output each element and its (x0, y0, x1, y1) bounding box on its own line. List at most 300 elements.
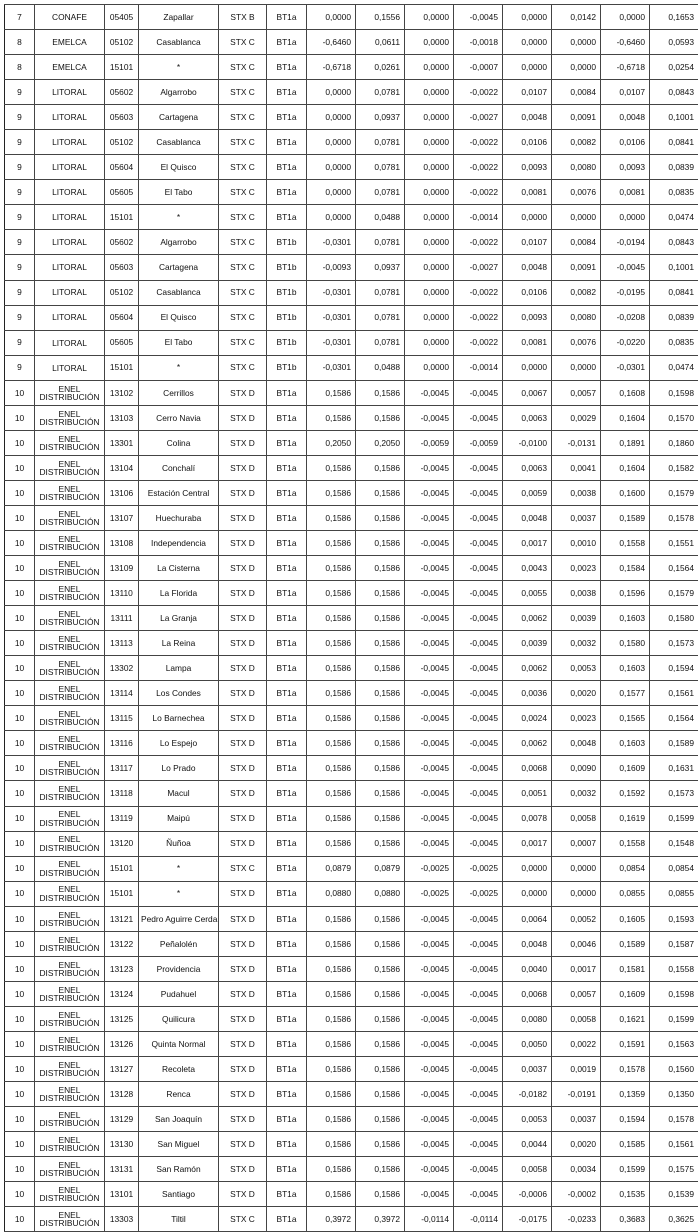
value-cell-2: 0,1586 (356, 806, 405, 831)
tariff-cell: BT1a (267, 30, 307, 55)
value-cell-7: 0,1558 (601, 530, 650, 555)
commune-code-cell: 15101 (105, 355, 139, 380)
commune-cell: Cerro Navia (139, 405, 219, 430)
value-cell-7: -0,0301 (601, 355, 650, 380)
company-cell: ENEL DISTRIBUCIÓN (35, 806, 105, 831)
value-cell-2: 0,1586 (356, 931, 405, 956)
value-cell-6: 0,0020 (552, 681, 601, 706)
value-cell-2: 0,0781 (356, 230, 405, 255)
sector-cell: STX C (219, 255, 267, 280)
group-cell: 10 (5, 581, 35, 606)
company-cell: CONAFE (35, 5, 105, 30)
value-cell-6: 0,0039 (552, 606, 601, 631)
value-cell-1: -0,0093 (307, 255, 356, 280)
value-cell-3: 0,0000 (405, 105, 454, 130)
company-cell: ENEL DISTRIBUCIÓN (35, 1082, 105, 1107)
value-cell-1: 0,1586 (307, 906, 356, 931)
commune-cell: Estación Central (139, 480, 219, 505)
sector-cell: STX C (219, 230, 267, 255)
commune-cell: El Quisco (139, 155, 219, 180)
company-cell: ENEL DISTRIBUCIÓN (35, 681, 105, 706)
value-cell-3: -0,0045 (405, 1031, 454, 1056)
value-cell-5: 0,0000 (503, 881, 552, 906)
tariff-cell: BT1a (267, 1006, 307, 1031)
value-cell-3: -0,0045 (405, 956, 454, 981)
value-cell-4: -0,0045 (454, 455, 503, 480)
value-cell-7: -0,6718 (601, 55, 650, 80)
table-row (5, 756, 698, 781)
value-cell-7: 0,1599 (601, 1157, 650, 1182)
group-cell: 10 (5, 556, 35, 581)
value-cell-8: 0,1539 (650, 1182, 698, 1207)
tariff-cell: BT1a (267, 556, 307, 581)
value-cell-7: 0,1604 (601, 405, 650, 430)
commune-code-cell: 13303 (105, 1207, 139, 1232)
group-cell: 10 (5, 656, 35, 681)
commune-code-cell: 15101 (105, 205, 139, 230)
group-cell: 10 (5, 430, 35, 455)
company-cell: LITORAL (35, 355, 105, 380)
value-cell-8: 0,1582 (650, 455, 698, 480)
commune-code-cell: 13111 (105, 606, 139, 631)
value-cell-4: -0,0014 (454, 355, 503, 380)
commune-code-cell: 13123 (105, 956, 139, 981)
value-cell-3: -0,0045 (405, 681, 454, 706)
commune-cell: Huechuraba (139, 505, 219, 530)
value-cell-5: 0,0080 (503, 1006, 552, 1031)
value-cell-4: -0,0022 (454, 280, 503, 305)
value-cell-6: 0,0023 (552, 556, 601, 581)
value-cell-7: 0,1619 (601, 806, 650, 831)
commune-cell: Pedro Aguirre Cerda (139, 906, 219, 931)
tariff-cell: BT1a (267, 380, 307, 405)
value-cell-3: -0,0045 (405, 480, 454, 505)
commune-code-cell: 13107 (105, 505, 139, 530)
tariff-cell: BT1b (267, 330, 307, 355)
value-cell-2: 0,1586 (356, 681, 405, 706)
value-cell-4: -0,0018 (454, 30, 503, 55)
commune-code-cell: 13114 (105, 681, 139, 706)
value-cell-4: -0,0025 (454, 881, 503, 906)
value-cell-7: 0,1591 (601, 1031, 650, 1056)
value-cell-8: 0,1598 (650, 981, 698, 1006)
table-row (5, 956, 698, 981)
table-row (5, 1006, 698, 1031)
value-cell-1: 0,0000 (307, 130, 356, 155)
value-cell-4: -0,0045 (454, 956, 503, 981)
sector-cell: STX D (219, 706, 267, 731)
value-cell-1: 0,0000 (307, 5, 356, 30)
tariff-cell: BT1a (267, 1207, 307, 1232)
value-cell-8: 0,1548 (650, 831, 698, 856)
value-cell-8: 0,1561 (650, 1132, 698, 1157)
company-cell: ENEL DISTRIBUCIÓN (35, 731, 105, 756)
value-cell-6: 0,0048 (552, 731, 601, 756)
value-cell-1: -0,6460 (307, 30, 356, 55)
value-cell-5: 0,0000 (503, 856, 552, 881)
value-cell-4: -0,0045 (454, 380, 503, 405)
sector-cell: STX D (219, 781, 267, 806)
value-cell-7: 0,0106 (601, 130, 650, 155)
value-cell-5: 0,0068 (503, 756, 552, 781)
value-cell-6: 0,0091 (552, 105, 601, 130)
value-cell-6: 0,0076 (552, 330, 601, 355)
commune-cell: Recoleta (139, 1056, 219, 1081)
value-cell-7: 0,0081 (601, 180, 650, 205)
group-cell: 10 (5, 906, 35, 931)
value-cell-2: 0,1586 (356, 405, 405, 430)
value-cell-8: 0,0839 (650, 155, 698, 180)
value-cell-8: 0,1561 (650, 681, 698, 706)
company-cell: LITORAL (35, 105, 105, 130)
value-cell-5: 0,0048 (503, 105, 552, 130)
value-cell-7: 0,1605 (601, 906, 650, 931)
value-cell-4: -0,0045 (454, 731, 503, 756)
value-cell-3: 0,0000 (405, 80, 454, 105)
value-cell-1: 0,1586 (307, 405, 356, 430)
company-cell: LITORAL (35, 80, 105, 105)
value-cell-6: 0,0080 (552, 155, 601, 180)
value-cell-1: 0,1586 (307, 455, 356, 480)
value-cell-4: -0,0045 (454, 1182, 503, 1207)
value-cell-7: 0,1603 (601, 656, 650, 681)
value-cell-4: -0,0045 (454, 631, 503, 656)
table-row (5, 656, 698, 681)
value-cell-8: 0,0593 (650, 30, 698, 55)
commune-code-cell: 13106 (105, 480, 139, 505)
tariff-cell: BT1a (267, 1182, 307, 1207)
value-cell-8: 0,3625 (650, 1207, 698, 1232)
commune-cell: La Cisterna (139, 556, 219, 581)
group-cell: 10 (5, 1157, 35, 1182)
value-cell-6: 0,0082 (552, 130, 601, 155)
value-cell-2: 0,1586 (356, 556, 405, 581)
value-cell-6: 0,0084 (552, 80, 601, 105)
value-cell-4: -0,0022 (454, 330, 503, 355)
value-cell-6: 0,0038 (552, 581, 601, 606)
group-cell: 9 (5, 355, 35, 380)
value-cell-3: 0,0000 (405, 130, 454, 155)
value-cell-6: 0,0084 (552, 230, 601, 255)
value-cell-3: -0,0045 (405, 781, 454, 806)
value-cell-5: 0,0000 (503, 355, 552, 380)
value-cell-2: 0,1586 (356, 906, 405, 931)
tariff-cell: BT1a (267, 80, 307, 105)
value-cell-6: 0,0046 (552, 931, 601, 956)
value-cell-2: 0,0879 (356, 856, 405, 881)
group-cell: 10 (5, 981, 35, 1006)
value-cell-1: 0,0000 (307, 80, 356, 105)
value-cell-8: 0,1599 (650, 1006, 698, 1031)
commune-cell: Tiltil (139, 1207, 219, 1232)
value-cell-6: 0,0010 (552, 530, 601, 555)
value-cell-5: 0,0062 (503, 731, 552, 756)
tariff-cell: BT1a (267, 155, 307, 180)
table-row (5, 480, 698, 505)
value-cell-8: 0,1594 (650, 656, 698, 681)
value-cell-5: 0,0000 (503, 55, 552, 80)
value-cell-4: -0,0014 (454, 205, 503, 230)
value-cell-4: -0,0045 (454, 480, 503, 505)
commune-code-cell: 05604 (105, 305, 139, 330)
value-cell-7: 0,0000 (601, 205, 650, 230)
commune-code-cell: 13126 (105, 1031, 139, 1056)
value-cell-2: 0,0488 (356, 355, 405, 380)
value-cell-8: 0,0254 (650, 55, 698, 80)
value-cell-5: 0,0067 (503, 380, 552, 405)
group-cell: 10 (5, 455, 35, 480)
commune-cell: * (139, 881, 219, 906)
value-cell-8: 0,0835 (650, 180, 698, 205)
value-cell-5: 0,0053 (503, 1107, 552, 1132)
value-cell-6: 0,0034 (552, 1157, 601, 1182)
commune-code-cell: 13120 (105, 831, 139, 856)
value-cell-8: 0,0841 (650, 130, 698, 155)
table-row (5, 681, 698, 706)
commune-cell: * (139, 355, 219, 380)
tariff-cell: BT1a (267, 931, 307, 956)
commune-code-cell: 05603 (105, 105, 139, 130)
value-cell-8: 0,0855 (650, 881, 698, 906)
table-body (5, 5, 698, 1232)
value-cell-3: -0,0045 (405, 931, 454, 956)
sector-cell: STX C (219, 180, 267, 205)
value-cell-3: 0,0000 (405, 155, 454, 180)
value-cell-3: -0,0045 (405, 530, 454, 555)
value-cell-6: 0,0037 (552, 1107, 601, 1132)
sector-cell: STX C (219, 305, 267, 330)
value-cell-7: 0,1558 (601, 831, 650, 856)
company-cell: EMELCA (35, 30, 105, 55)
value-cell-2: 0,0488 (356, 205, 405, 230)
commune-code-cell: 05102 (105, 280, 139, 305)
sector-cell: STX C (219, 355, 267, 380)
value-cell-5: -0,0175 (503, 1207, 552, 1232)
value-cell-3: -0,0045 (405, 556, 454, 581)
value-cell-1: 0,0000 (307, 155, 356, 180)
value-cell-6: -0,0233 (552, 1207, 601, 1232)
value-cell-7: -0,6460 (601, 30, 650, 55)
value-cell-8: 0,1573 (650, 781, 698, 806)
value-cell-7: 0,1603 (601, 731, 650, 756)
value-cell-2: 0,1586 (356, 731, 405, 756)
value-cell-5: 0,0040 (503, 956, 552, 981)
value-cell-4: -0,0045 (454, 831, 503, 856)
value-cell-8: 0,0843 (650, 230, 698, 255)
value-cell-8: 0,1573 (650, 631, 698, 656)
value-cell-7: 0,1359 (601, 1082, 650, 1107)
value-cell-6: 0,0000 (552, 55, 601, 80)
value-cell-7: 0,1577 (601, 681, 650, 706)
company-cell: ENEL DISTRIBUCIÓN (35, 405, 105, 430)
table-row (5, 305, 698, 330)
value-cell-1: 0,1586 (307, 706, 356, 731)
tariff-cell: BT1a (267, 856, 307, 881)
group-cell: 10 (5, 530, 35, 555)
value-cell-1: 0,1586 (307, 731, 356, 756)
company-cell: LITORAL (35, 255, 105, 280)
value-cell-7: 0,0854 (601, 856, 650, 881)
group-cell: 10 (5, 405, 35, 430)
sector-cell: STX C (219, 130, 267, 155)
value-cell-7: -0,0194 (601, 230, 650, 255)
group-cell: 9 (5, 330, 35, 355)
group-cell: 10 (5, 1207, 35, 1232)
company-cell: ENEL DISTRIBUCIÓN (35, 430, 105, 455)
value-cell-1: 0,2050 (307, 430, 356, 455)
sector-cell: STX D (219, 806, 267, 831)
value-cell-3: -0,0045 (405, 1082, 454, 1107)
table-row (5, 831, 698, 856)
value-cell-5: 0,0048 (503, 505, 552, 530)
company-cell: ENEL DISTRIBUCIÓN (35, 881, 105, 906)
table-row (5, 105, 698, 130)
value-cell-3: -0,0045 (405, 906, 454, 931)
company-cell: LITORAL (35, 305, 105, 330)
value-cell-1: 0,1586 (307, 1182, 356, 1207)
group-cell: 10 (5, 1031, 35, 1056)
company-cell: ENEL DISTRIBUCIÓN (35, 1132, 105, 1157)
value-cell-3: 0,0000 (405, 255, 454, 280)
value-cell-6: 0,0037 (552, 505, 601, 530)
value-cell-8: 0,0854 (650, 856, 698, 881)
table-row (5, 556, 698, 581)
value-cell-3: -0,0025 (405, 881, 454, 906)
value-cell-6: 0,0091 (552, 255, 601, 280)
table-row (5, 1157, 698, 1182)
value-cell-6: 0,0032 (552, 631, 601, 656)
value-cell-5: 0,0000 (503, 205, 552, 230)
value-cell-3: -0,0045 (405, 505, 454, 530)
sector-cell: STX D (219, 380, 267, 405)
value-cell-5: 0,0039 (503, 631, 552, 656)
value-cell-3: -0,0045 (405, 1006, 454, 1031)
tariff-cell: BT1a (267, 55, 307, 80)
value-cell-6: 0,0032 (552, 781, 601, 806)
value-cell-7: 0,1594 (601, 1107, 650, 1132)
commune-code-cell: 13128 (105, 1082, 139, 1107)
value-cell-7: -0,0195 (601, 280, 650, 305)
sector-cell: STX C (219, 1207, 267, 1232)
value-cell-7: -0,0208 (601, 305, 650, 330)
value-cell-4: -0,0045 (454, 1157, 503, 1182)
company-cell: ENEL DISTRIBUCIÓN (35, 1006, 105, 1031)
company-cell: ENEL DISTRIBUCIÓN (35, 856, 105, 881)
company-cell: LITORAL (35, 180, 105, 205)
commune-cell: La Florida (139, 581, 219, 606)
company-cell: ENEL DISTRIBUCIÓN (35, 906, 105, 931)
company-cell: ENEL DISTRIBUCIÓN (35, 581, 105, 606)
value-cell-6: 0,0020 (552, 1132, 601, 1157)
tariff-cell: BT1a (267, 881, 307, 906)
value-cell-8: 0,1564 (650, 706, 698, 731)
tariff-cell: BT1a (267, 656, 307, 681)
company-cell: ENEL DISTRIBUCIÓN (35, 756, 105, 781)
value-cell-3: -0,0045 (405, 831, 454, 856)
value-cell-3: -0,0045 (405, 606, 454, 631)
value-cell-5: 0,0062 (503, 656, 552, 681)
tariff-cell: BT1a (267, 906, 307, 931)
value-cell-5: 0,0106 (503, 130, 552, 155)
value-cell-5: 0,0044 (503, 1132, 552, 1157)
value-cell-2: 0,1586 (356, 1182, 405, 1207)
commune-cell: Cerrillos (139, 380, 219, 405)
commune-cell: Quilicura (139, 1006, 219, 1031)
value-cell-6: 0,0023 (552, 706, 601, 731)
sector-cell: STX D (219, 1056, 267, 1081)
group-cell: 9 (5, 180, 35, 205)
value-cell-5: 0,0081 (503, 330, 552, 355)
commune-code-cell: 13131 (105, 1157, 139, 1182)
commune-code-cell: 13104 (105, 455, 139, 480)
tariff-cell: BT1b (267, 355, 307, 380)
group-cell: 9 (5, 205, 35, 230)
value-cell-5: 0,0024 (503, 706, 552, 731)
sector-cell: STX D (219, 1082, 267, 1107)
value-cell-2: 0,0781 (356, 180, 405, 205)
value-cell-1: 0,1586 (307, 631, 356, 656)
value-cell-4: -0,0045 (454, 1107, 503, 1132)
value-cell-6: 0,0000 (552, 30, 601, 55)
commune-cell: Casablanca (139, 30, 219, 55)
value-cell-8: 0,1564 (650, 556, 698, 581)
company-cell: ENEL DISTRIBUCIÓN (35, 556, 105, 581)
company-cell: ENEL DISTRIBUCIÓN (35, 831, 105, 856)
commune-cell: * (139, 205, 219, 230)
table-row (5, 1082, 698, 1107)
commune-code-cell: 05603 (105, 255, 139, 280)
value-cell-8: 0,1560 (650, 1056, 698, 1081)
value-cell-8: 0,1587 (650, 931, 698, 956)
value-cell-4: -0,0045 (454, 1082, 503, 1107)
value-cell-8: 0,1563 (650, 1031, 698, 1056)
tariff-cell: BT1a (267, 455, 307, 480)
tariff-cell: BT1a (267, 480, 307, 505)
value-cell-2: 0,0781 (356, 155, 405, 180)
value-cell-4: -0,0022 (454, 305, 503, 330)
group-cell: 10 (5, 1182, 35, 1207)
value-cell-6: 0,0029 (552, 405, 601, 430)
value-cell-6: 0,0017 (552, 956, 601, 981)
value-cell-2: 0,0880 (356, 881, 405, 906)
group-cell: 10 (5, 681, 35, 706)
value-cell-4: -0,0045 (454, 405, 503, 430)
tariff-cell: BT1a (267, 505, 307, 530)
table-row (5, 455, 698, 480)
group-cell: 9 (5, 105, 35, 130)
value-cell-3: -0,0045 (405, 455, 454, 480)
value-cell-3: 0,0000 (405, 180, 454, 205)
value-cell-4: -0,0022 (454, 155, 503, 180)
value-cell-1: 0,0000 (307, 180, 356, 205)
value-cell-2: 0,1586 (356, 606, 405, 631)
sector-cell: STX C (219, 856, 267, 881)
tariff-cell: BT1a (267, 1157, 307, 1182)
value-cell-5: 0,0093 (503, 155, 552, 180)
value-cell-4: -0,0045 (454, 606, 503, 631)
value-cell-7: -0,0220 (601, 330, 650, 355)
value-cell-8: 0,1860 (650, 430, 698, 455)
value-cell-4: -0,0027 (454, 255, 503, 280)
table-row (5, 706, 698, 731)
value-cell-2: 0,0781 (356, 280, 405, 305)
value-cell-4: -0,0045 (454, 556, 503, 581)
table-row (5, 631, 698, 656)
sector-cell: STX D (219, 831, 267, 856)
tariff-cell: BT1a (267, 581, 307, 606)
sector-cell: STX D (219, 681, 267, 706)
value-cell-6: 0,0007 (552, 831, 601, 856)
